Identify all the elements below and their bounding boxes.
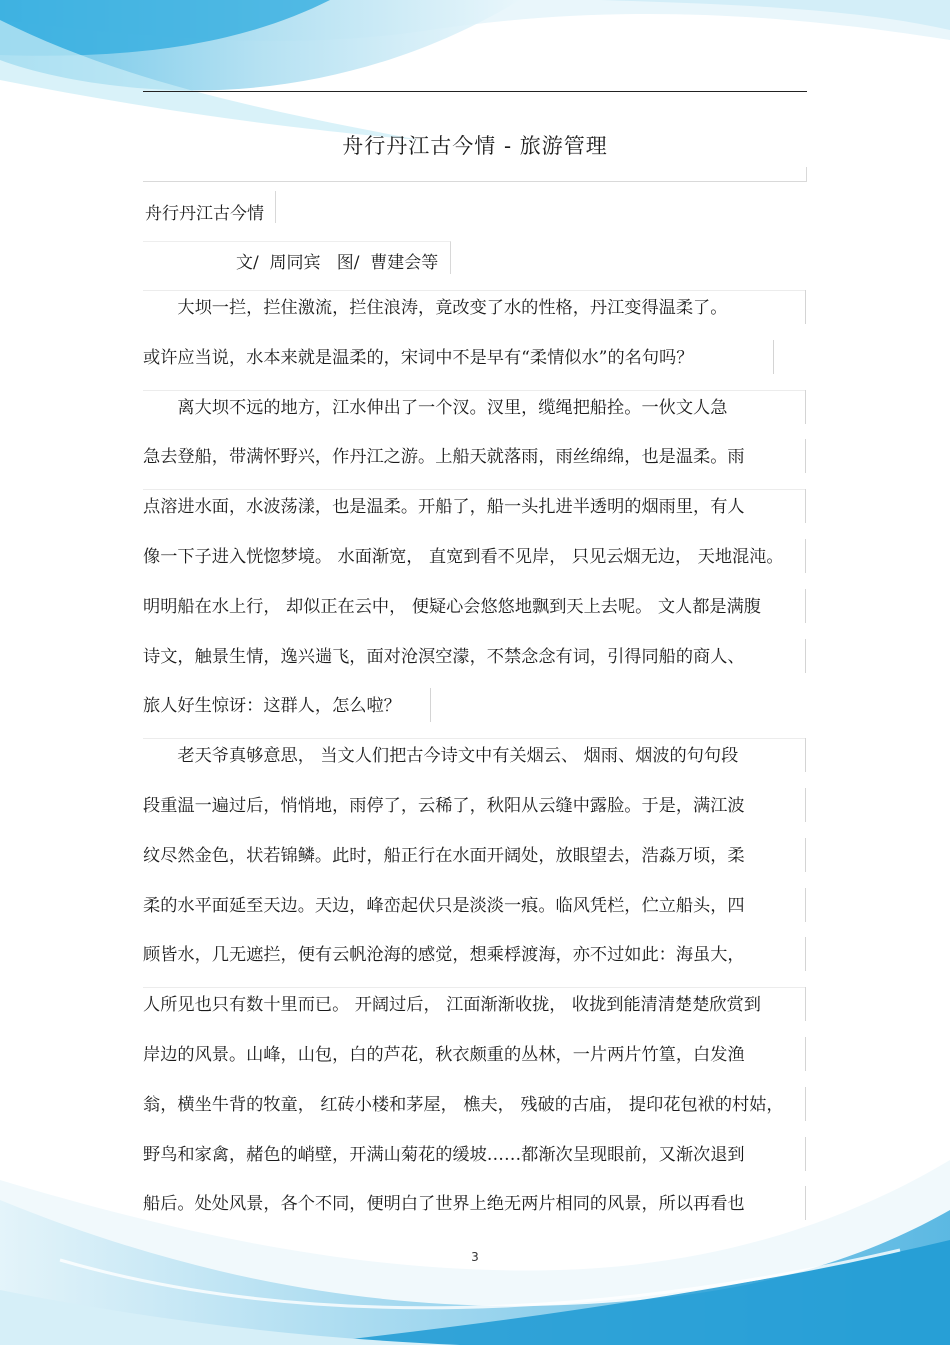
page-number: 3 — [471, 1250, 479, 1264]
body-line: 船后。处处风景，各个不同，便明白了世界上绝无两片相同的风景，所以再看也 — [143, 1194, 745, 1214]
body-line: 人所见也只有数十里而已。 开阔过后， 江面渐渐收拢， 收拢到能清清楚楚欣赏到 — [143, 995, 761, 1015]
line-frame-edge — [805, 788, 806, 822]
line-frame-edge — [805, 937, 806, 971]
body-line: 纹尽然金色，状若锦鳞。此时，船正行在水面开阔处，放眼望去，浩淼万顷，柔 — [143, 846, 745, 866]
line-frame-edge — [805, 290, 806, 324]
line-frame-edge — [805, 390, 806, 424]
body-line: 野鸟和家禽，赭色的峭壁，开满山菊花的缓坡……都渐次呈现眼前，又渐次退到 — [143, 1145, 745, 1165]
body-line: 像一下子进入恍惚梦境。 水面渐宽， 直宽到看不见岸， 只见云烟无边， 天地混沌。 — [143, 547, 784, 567]
document-title: 舟行丹江古今情 - 旅游管理 — [342, 134, 608, 158]
body-line: 翁，横坐牛背的牧童， 红砖小楼和茅屋， 樵夫， 残破的古庙， 提印花包袱的村姑， — [143, 1095, 784, 1115]
article-subtitle: 舟行丹江古今情 — [145, 204, 264, 224]
body-line: 老天爷真够意思， 当文人们把古今诗文中有关烟云、 烟雨、烟波的句句段 — [143, 746, 739, 766]
body-line: 段重温一遍过后，悄悄地，雨停了，云稀了，秋阳从云缝中露脸。于是，满江波 — [143, 796, 745, 816]
line-frame-edge — [805, 838, 806, 872]
line-frame-edge — [805, 738, 806, 772]
line-frame-edge — [805, 987, 806, 1021]
line-frame-top — [143, 489, 805, 490]
line-frame-top — [143, 738, 805, 739]
byline: 文/ 周同宾 图/ 曹建会等 — [236, 253, 439, 273]
line-frame-edge — [805, 439, 806, 473]
line-frame-top — [143, 290, 805, 291]
line-frame-edge — [805, 1137, 806, 1171]
line-frame-top — [143, 390, 805, 391]
body-line: 或许应当说，水本来就是温柔的，宋词中不是早有“柔情似水”的名句吗？ — [143, 348, 694, 368]
line-frame-edge — [805, 539, 806, 573]
body-line: 旅人好生惊讶：这群人，怎么啦？ — [143, 696, 401, 716]
body-line: 柔的水平面延至天边。天边，峰峦起伏只是淡淡一痕。临风凭栏，伫立船头，四 — [143, 896, 745, 916]
line-frame-edge — [805, 1037, 806, 1071]
body-line: 诗文，触景生情，逸兴遄飞，面对沧溟空濛，不禁念念有词，引得同船的商人、 — [143, 647, 745, 667]
title-frame — [143, 167, 807, 182]
line-frame-edge — [805, 639, 806, 673]
line-frame-edge — [805, 1087, 806, 1121]
line-frame-edge — [805, 1186, 806, 1220]
body-line: 顾皆水，几无遮拦，便有云帆沧海的感觉，想乘桴渡海，亦不过如此：海虽大， — [143, 945, 745, 965]
line-frame-edge — [430, 688, 431, 722]
body-line: 大坝一拦，拦住激流，拦住浪涛，竟改变了水的性格，丹江变得温柔了。 — [143, 298, 728, 318]
line-frame-edge — [805, 589, 806, 623]
line-frame-edge — [773, 340, 774, 374]
line-frame-top — [143, 987, 805, 988]
header-rule — [143, 91, 807, 92]
line-frame-edge — [805, 489, 806, 523]
body-line: 离大坝不远的地方，江水伸出了一个汊。汊里，缆绳把船拴。一伙文人急 — [143, 398, 728, 418]
body-line: 明明船在水上行， 却似正在云中， 便疑心会悠悠地飘到天上去呢。 文人都是满腹 — [143, 597, 761, 617]
body-line: 急去登船，带满怀野兴，作丹江之游。上船天就落雨，雨丝绵绵，也是温柔。雨 — [143, 447, 745, 467]
body-line: 点溶进水面，水波荡漾，也是温柔。开船了，船一头扎进半透明的烟雨里，有人 — [143, 497, 745, 517]
body-line: 岸边的风景。山峰，山包，白的芦花，秋衣颇重的丛林，一片两片竹篁，白发渔 — [143, 1045, 745, 1065]
line-frame-edge — [805, 888, 806, 922]
